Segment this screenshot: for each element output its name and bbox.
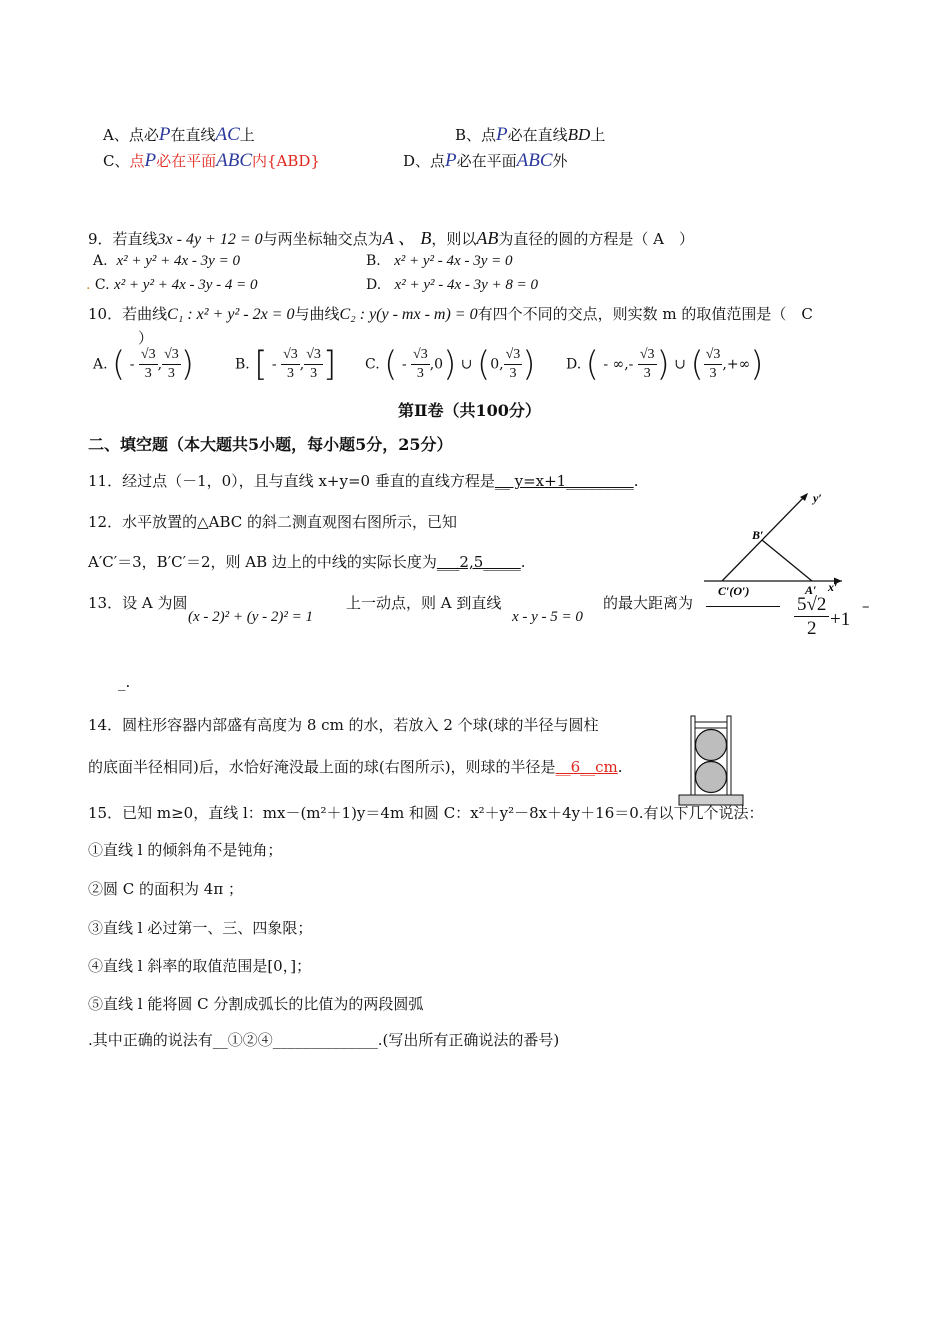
option-label: B.: [235, 356, 250, 373]
q11-answer: __ y=x+1_________: [494, 472, 634, 490]
option-eq: x² + y² + 4x - 3y - 4 = 0: [114, 277, 258, 293]
q12-text: A′C′＝3，B′C′＝2，则 AB 边上的中线的实际长度为: [88, 553, 437, 571]
q14-answer: __6__cm: [555, 758, 618, 776]
vertex-b-label: B′: [752, 528, 764, 542]
q12-line2: [88, 551, 526, 572]
y-axis: [722, 494, 807, 581]
option-label: C.: [365, 356, 380, 373]
triangle-side-ba: [762, 540, 812, 581]
q9-option-b: [366, 253, 512, 270]
q13-text: 13．设 A 为圆: [88, 594, 188, 612]
var-p: P: [496, 124, 508, 145]
question-10: [88, 303, 813, 324]
q9-ab: AB: [476, 228, 499, 248]
q12-line1: 12．水平放置的△ABC 的斜二测直观图右图所示，已知: [88, 513, 458, 531]
q12-answer: ___2,5_____: [436, 553, 521, 571]
q13-answer-plus: +1: [830, 609, 851, 630]
var-obj: BD: [567, 125, 591, 144]
option-tail: 外: [552, 152, 568, 170]
option-pre: 点: [129, 152, 145, 170]
q9-line-eq: 3x - 4y + 12 = 0: [157, 231, 263, 248]
option-eq: x² + y² + 4x - 3y = 0: [116, 253, 240, 269]
q8-option-d: [403, 150, 568, 172]
ball-bottom: [696, 762, 727, 793]
option-label: A.: [93, 253, 108, 269]
option-text: 必在平面: [156, 152, 217, 170]
option-label: D、点: [403, 152, 446, 170]
option-label: B.: [366, 253, 381, 269]
option-label: D.: [566, 356, 582, 373]
q13-circle: (x - 2)² + (y - 2)² = 1: [188, 609, 314, 625]
q9-text: 与两坐标轴交点为: [262, 230, 383, 248]
q10-curve2: C₂ : y(y - mx - m) = 0: [339, 306, 478, 323]
q11-text: 11．经过点（－1，0），且与直线 x+y=0 垂直的直线方程是: [88, 472, 495, 490]
q10-close-paren: ）: [138, 329, 154, 347]
x-axis-label: x′: [828, 580, 838, 594]
q13-mid: 上一动点，则 A 到直线: [346, 594, 502, 612]
q9-number: 9．若直线: [88, 230, 158, 248]
q15-stem: 15．已知 m≥0，直线 l：mx－(m²＋1)y＝4m 和圆 C：x²＋y²－8x＋4y＋16＝0.有以下几个说法：: [88, 804, 764, 822]
q10-option-c: C. ( - $\frac{√3}{3}$ ,0) ∪ (0, $\frac{√3}{3}$ ): [365, 344, 536, 385]
q10-option-a: A. ( - $\frac{√3}{3}$ , $\frac{√3}{3}$ ): [93, 344, 195, 385]
q9-tail: 为直径的圆的方程是（ A ）: [498, 230, 694, 248]
oblique-triangle-figure: [700, 488, 850, 606]
q15-statement-2: ②圆 C 的面积为 4π ；: [88, 880, 243, 898]
q13-tail: 的最大距离为: [603, 594, 694, 612]
q10-tail: 有四个不同的交点，则实数 m 的取值范围是（ C: [477, 305, 813, 323]
q10-text: 与曲线: [294, 305, 340, 323]
q15-statement-4: ④直线 l 斜率的取值范围是[0，]；: [88, 957, 312, 975]
var-p: P: [445, 150, 457, 171]
q13-answer: [794, 594, 829, 641]
var-p: P: [158, 124, 171, 145]
option-tail: 内{ABD}: [252, 152, 320, 170]
q13-dash: –: [862, 597, 870, 615]
q14-line2: [88, 756, 623, 777]
option-tail: 上: [590, 126, 606, 144]
option-text: 必在平面: [456, 152, 517, 170]
q15-statement-5: ⑤直线 l 能将圆 C 分割成弧长的比值为的两段圆弧: [88, 995, 424, 1013]
ball-top: [696, 730, 727, 761]
var-obj: AC: [215, 124, 240, 145]
q14-text: 的底面半径相同)后，水恰好淹没最上面的球(右图所示)，则球的半径是: [88, 758, 556, 776]
q10-option-d: D. ( - ∞,- $\frac{√3}{3}$ ) ∪ ( $\frac{√3}{3}$ ,+∞): [566, 344, 764, 385]
y-axis-label: y′: [813, 491, 822, 505]
q8-option-c: [103, 150, 320, 172]
q13-answer-denominator: 2: [806, 618, 817, 639]
vertex-c-label: C′(O′): [718, 584, 750, 598]
option-eq: x² + y² - 4x - 3y = 0: [394, 253, 513, 269]
q15-conclusion: .其中正确的说法有__①②④______________.(写出所有正确说法的番号): [88, 1031, 560, 1049]
var-obj: ABC: [216, 150, 253, 171]
option-text: 在直线: [170, 126, 216, 144]
q12-end: .: [520, 553, 526, 571]
option-label: C、: [103, 152, 130, 170]
option-tail: 上: [239, 126, 255, 144]
q10-option-b: B. [ - $\frac{√3}{3}$ , $\frac{√3}{3}$ ]: [235, 344, 337, 385]
q13-blank: [706, 606, 780, 607]
cylinder-right-wall: [727, 716, 731, 796]
section-title: 第Ⅱ卷（共100分）: [398, 401, 541, 420]
q9-points: A 、 B: [382, 228, 432, 248]
option-text: 必在直线: [507, 126, 568, 144]
question-11: [88, 470, 639, 491]
q9-option-d: [366, 277, 538, 294]
q13-end: _.: [118, 673, 131, 691]
q9-option-c: . C. x² + y² + 4x - 3y - 4 = 0: [86, 277, 258, 293]
option-label: C.: [94, 277, 110, 293]
q13-line: x - y - 5 = 0: [512, 609, 583, 625]
q11-end: .: [633, 472, 639, 490]
option-label: B、点: [455, 126, 497, 144]
q13-answer-numerator: 5√2: [794, 594, 829, 617]
q8-option-b: [455, 124, 605, 146]
option-label: A.: [93, 356, 108, 373]
q14-line1: 14．圆柱形容器内部盛有高度为 8 cm 的水，若放入 2 个球(球的半径与圆柱: [88, 716, 599, 734]
option-label: A、点必: [103, 126, 159, 144]
q9-text2: ，则以: [431, 230, 477, 248]
vertex-a-label: A′: [805, 583, 817, 597]
q10-number: 10．若曲线: [88, 305, 168, 323]
q8-option-a: [103, 124, 255, 146]
option-label: D.: [366, 277, 382, 293]
option-eq: x² + y² - 4x - 3y + 8 = 0: [394, 277, 539, 293]
question-9: [88, 224, 694, 250]
cylinder-left-wall: [691, 716, 695, 796]
q15-statement-3: ③直线 l 必过第一、三、四象限；: [88, 919, 313, 937]
q10-curve1: C₁ : x² + y² - 2x = 0: [167, 306, 295, 323]
var-p: P: [144, 150, 157, 171]
section-heading: 二、填空题（本大题共5小题，每小题5分，25分）: [88, 435, 453, 454]
q15-statement-1: ①直线 l 的倾斜角不是钝角；: [88, 841, 283, 859]
q14-end: .: [617, 758, 623, 776]
var-obj: ABC: [516, 150, 553, 171]
cylinder-balls-figure: [676, 714, 746, 808]
q9-option-a: [93, 253, 240, 270]
